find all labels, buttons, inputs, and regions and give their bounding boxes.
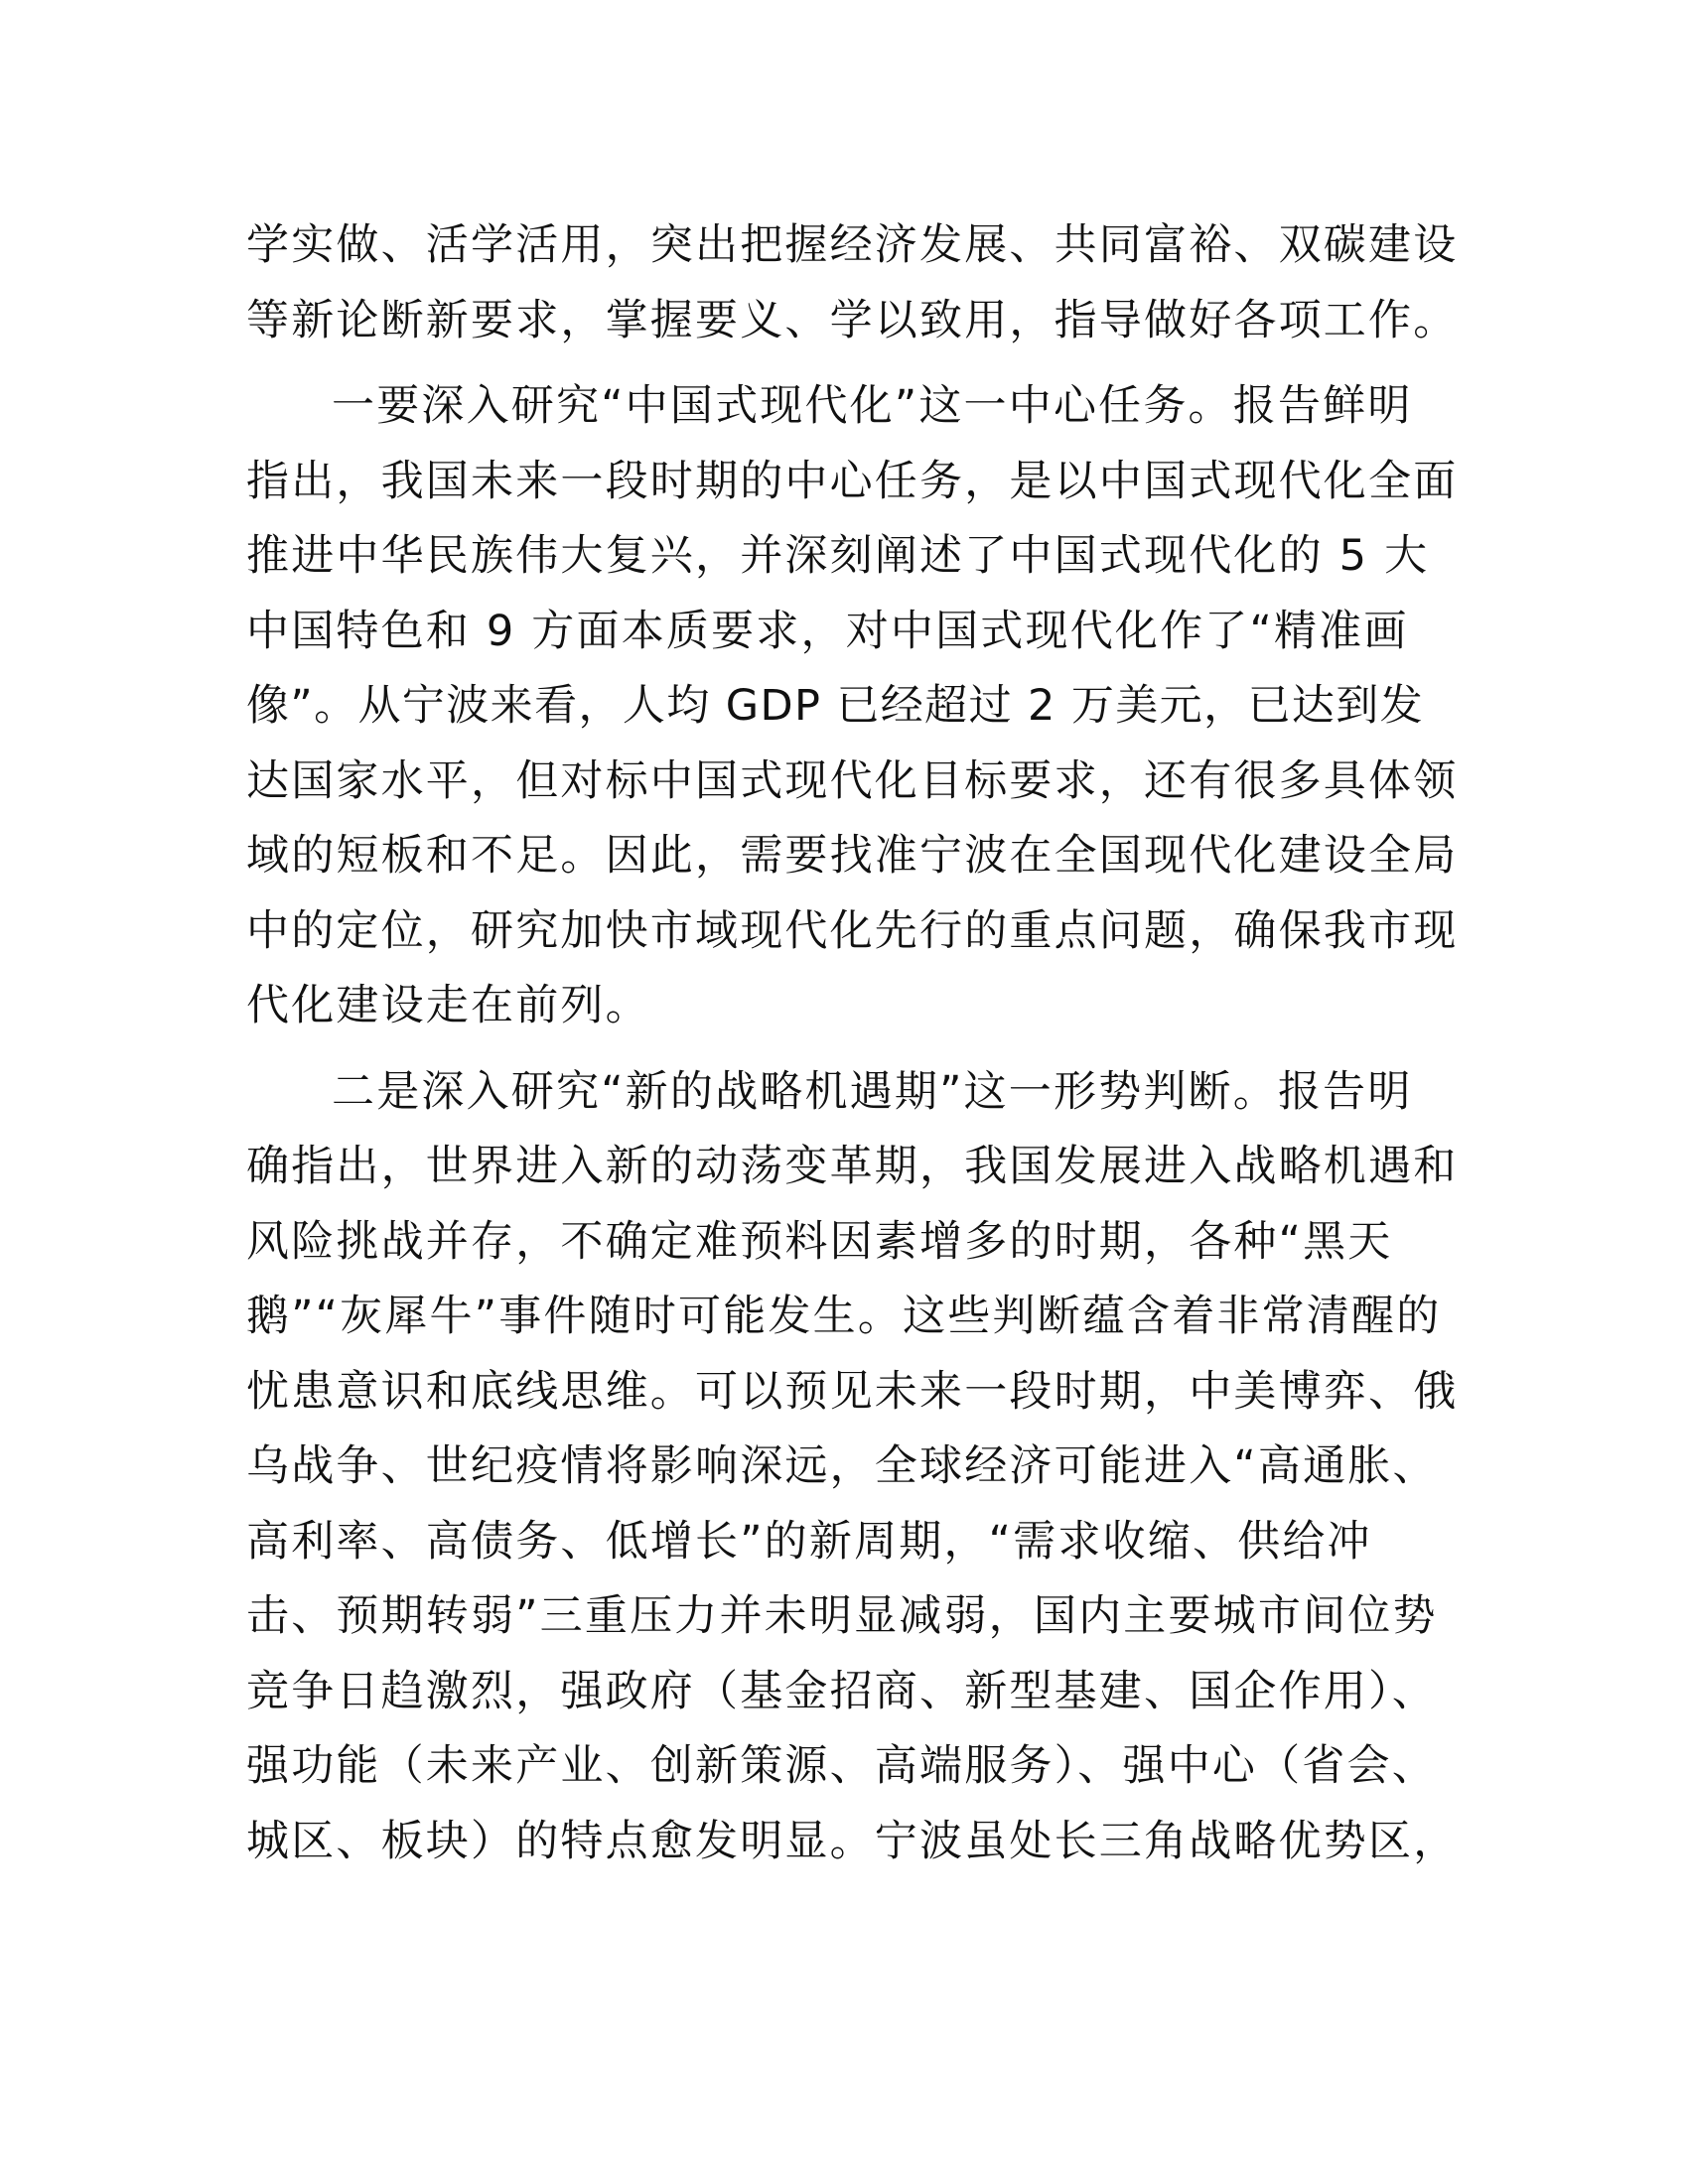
text-line: 中的定位，研究加快市域现代化先行的重点问题，确保我市现 (246, 905, 1459, 956)
text-line: 等新论断新要求，掌握要义、学以致用，指导做好各项工作。 (246, 295, 1459, 345)
text-line: 学实做、活学活用，突出把握经济发展、共同富裕、双碳建设 (246, 220, 1459, 270)
text-line: 达国家水平，但对标中国式现代化目标要求，还有很多具体领 (246, 755, 1459, 806)
text-line: 强功能（未来产业、创新策源、高端服务）、强中心（省会、 (246, 1741, 1437, 1791)
paragraph-2 (246, 369, 1459, 1044)
text-line: 乌战争、世纪疫情将影响深远，全球经济可能进入“高通胀、 (246, 1441, 1438, 1491)
text-line: 二是深入研究“新的战略机遇期”这一形势判断。报告明 (332, 1066, 1413, 1117)
text-line: 击、预期转弱”三重压力并未明显减弱，国内主要城市间位势 (246, 1591, 1438, 1641)
text-line: 一要深入研究“中国式现代化”这一中心任务。报告鲜明 (332, 381, 1413, 431)
text-line: 推进中华民族伟大复兴，并深刻阐述了中国式现代化的 5 大 (246, 531, 1430, 581)
paragraph-3 (246, 1055, 1459, 1880)
text-line: 中国特色和 9 方面本质要求，对中国式现代化作了“精准画 (246, 606, 1409, 656)
text-line: 风险挑战并存，不确定难预料因素增多的时期，各种“黑天 (246, 1216, 1393, 1267)
text-line: 竞争日趋激烈，强政府（基金招商、新型基建、国企作用）、 (246, 1666, 1437, 1716)
text-line: 代化建设走在前列。 (246, 981, 650, 1030)
text-line: 高利率、高债务、低增长”的新周期，“需求收缩、供给冲 (246, 1516, 1372, 1567)
text-line: 城区、板块）的特点愈发明显。宁波虽处长三角战略优势区， (246, 1816, 1459, 1866)
text-line: 域的短板和不足。因此，需要找准宁波在全国现代化建设全局 (246, 831, 1459, 881)
text-line: 忧患意识和底线思维。可以预见未来一段时期，中美博弈、俄 (246, 1366, 1459, 1417)
text-line: 像”。从宁波来看，人均 GDP 已经超过 2 万美元，已达到发 (246, 681, 1425, 731)
text-line: 指出，我国未来一段时期的中心任务，是以中国式现代化全面 (246, 456, 1459, 506)
text-line: 鹅”“灰犀牛”事件随时可能发生。这些判断蕴含着非常清醒的 (246, 1292, 1442, 1341)
body-text (246, 208, 1459, 1879)
text-line: 确指出，世界进入新的动荡变革期，我国发展进入战略机遇和 (246, 1142, 1459, 1191)
paragraph-1 (246, 208, 1459, 358)
